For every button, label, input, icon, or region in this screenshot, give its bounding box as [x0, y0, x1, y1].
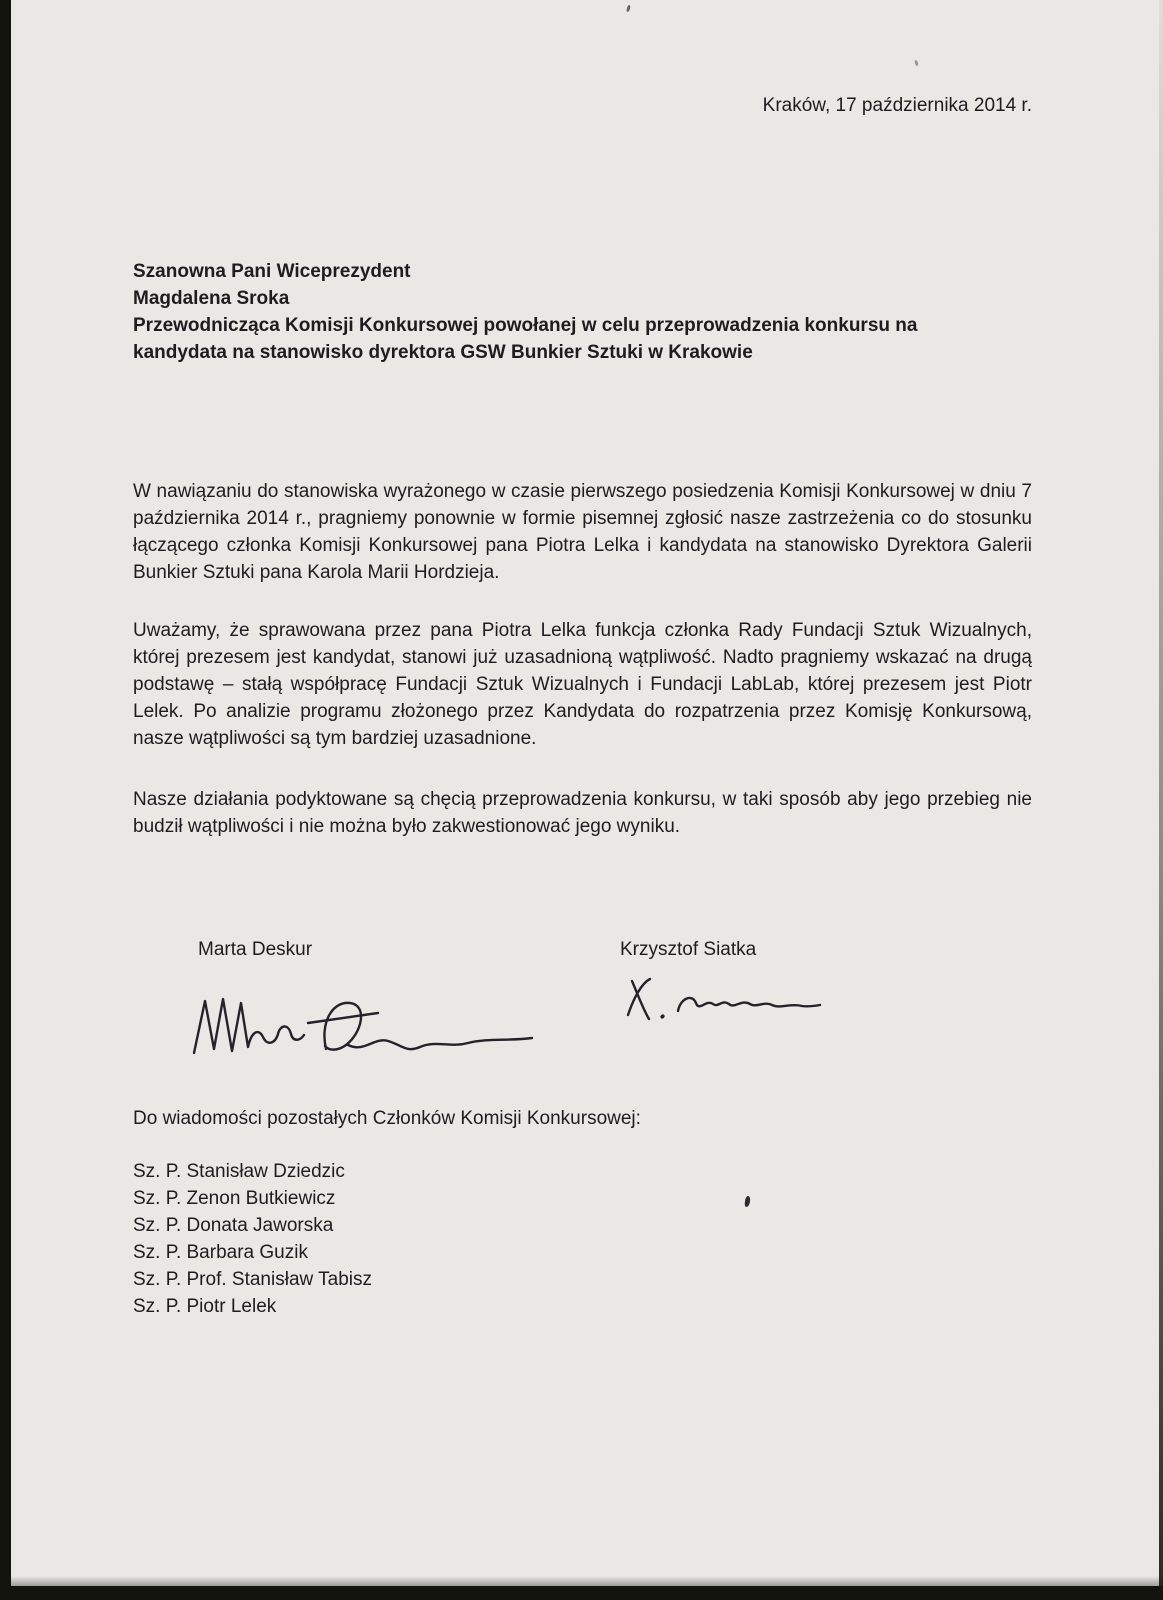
letter-content	[133, 0, 1032, 1320]
cc-list-item: Sz. P. Piotr Lelek	[133, 1296, 277, 1317]
body-paragraph-2: Uważamy, że sprawowana przez pana Piotra Lelka funkcja członka Rady Fundacji Sztuk Wizualnych, której prezesem jest kandydat, stanowi już uzasadnioną wątpliwość. Nadto pragniemy wskazać na drugą podstawę – stałą współpracę Fundacji Sztuk Wizualnych i Fundacji LabLab, której prezesem jest Piotr Lelek. Po analizie programu złożonego przez Kandydata do rozpatrzenia przez Komisję Konkursową, nasze wątpliwości są tym bardziej uzasadnione.	[133, 620, 1032, 749]
cc-list-item: Sz. P. Barbara Guzik	[133, 1242, 308, 1263]
cc-list	[133, 1158, 1032, 1320]
scan-edge-right	[1159, 0, 1163, 1600]
signature-block-krzysztof-siatka	[620, 936, 950, 1027]
body-paragraph-1: W nawiązaniu do stanowiska wyrażonego w czasie pierwszego posiedzenia Komisji Konkursowej w dniu 7 października 2014 r., pragniemy ponownie w formie pisemnej zgłosić nasze zastrzeżenia co do stosunku łączącego członka Komisji Konkursowej pana Piotra Lelka i kandydata na stanowisko Dyrektora Galerii Bunkier Sztuki pana Karola Marii Hordzieja.	[133, 481, 1032, 583]
handwritten-signature-krzysztof-siatka	[616, 971, 826, 1027]
body-paragraph-3: Nasze działania podyktowane są chęcią przeprowadzenia konkursu, w taki sposób aby jego przebieg nie budził wątpliwości i nie można było zakwestionować jego wyniku.	[133, 789, 1032, 837]
cc-heading: Do wiadomości pozostałych Członków Komisji Konkursowej:	[133, 1108, 641, 1129]
cc-list-item: Sz. P. Zenon Butkiewicz	[133, 1188, 336, 1209]
signatory-name: Marta Deskur	[198, 939, 313, 960]
scan-edge-left	[0, 0, 11, 1600]
cc-list-item: Sz. P. Prof. Stanisław Tabisz	[133, 1269, 373, 1290]
addressee-line: Przewodnicząca Komisji Konkursowej powołanej w celu przeprowadzenia konkursu na	[133, 315, 918, 336]
dateline: Kraków, 17 października 2014 r.	[762, 95, 1032, 116]
signatory-name: Krzysztof Siatka	[620, 939, 757, 960]
scan-edge-bottom-fade	[0, 1576, 1163, 1586]
cc-list-item: Sz. P. Stanisław Dziedzic	[133, 1161, 345, 1182]
addressee-line: kandydata na stanowisko dyrektora GSW Bunkier Sztuki w Krakowie	[133, 342, 753, 363]
signature-row	[133, 936, 1032, 1067]
cc-list-item: Sz. P. Donata Jaworska	[133, 1215, 334, 1236]
handwritten-signature-marta-deskur	[188, 989, 540, 1067]
addressee-line: Magdalena Sroka	[133, 288, 290, 309]
signature-block-marta-deskur	[198, 936, 560, 1067]
scan-edge-bottom	[0, 1586, 1163, 1600]
addressee-line: Szanowna Pani Wiceprezydent	[133, 261, 411, 282]
addressee-block	[133, 258, 1032, 366]
